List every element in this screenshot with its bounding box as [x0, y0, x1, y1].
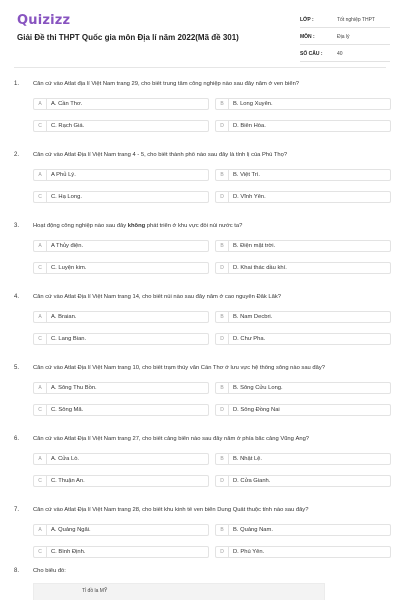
option-text: D. Khai thác dầu khí.: [233, 265, 287, 271]
question-number: 4.: [14, 294, 20, 300]
question-number: 8.: [14, 568, 20, 574]
header-divider: [14, 67, 386, 68]
option-text: D. Sông Đồng Nai: [233, 407, 280, 413]
question-7: [0, 504, 400, 575]
meta-label: LỚP :: [300, 17, 314, 23]
option-letter: B: [216, 525, 229, 535]
question-text: Căn cứ vào Atlat Địa lí Việt Nam trang 28, cho biết khu kinh tế ven biển Dung Quất thuộc tỉnh nào sau đây?: [33, 507, 309, 513]
option-text: C. Rạch Giá.: [51, 123, 85, 129]
question-text: Căn cứ vào Atlat Địa lí Việt Nam trang 14, cho biết núi nào sau đây nằm ở cao nguyên Đắk Lắk?: [33, 294, 281, 300]
option-letter: D: [216, 405, 229, 415]
option-b[interactable]: [215, 169, 391, 181]
option-letter: C: [34, 476, 47, 486]
question-text: Cho biểu đồ:: [33, 568, 66, 574]
option-letter: C: [34, 192, 47, 202]
option-text: B. Nhật Lệ.: [233, 456, 263, 462]
option-text: A. Sông Thu Bồn.: [51, 385, 97, 391]
question-6: [0, 433, 400, 504]
option-text: D. Chư Pha.: [233, 336, 266, 342]
option-letter: B: [216, 454, 229, 464]
option-text: A. Cửa Lò.: [51, 456, 80, 462]
option-text: B. Sông Cửu Long.: [233, 385, 283, 391]
question-3: [0, 220, 400, 291]
option-letter: A: [34, 525, 47, 535]
option-b[interactable]: [215, 98, 391, 110]
option-text: C. Luyện kim.: [51, 265, 87, 271]
option-text: D. Phú Yên.: [233, 549, 265, 555]
option-letter: B: [216, 312, 229, 322]
question-text-part: phát triển ở khu vực đồi núi nước ta?: [145, 223, 243, 229]
option-letter: D: [216, 334, 229, 344]
option-letter: A: [34, 170, 47, 180]
meta-value: Địa lý: [337, 34, 350, 40]
option-text: B. Việt Trì.: [233, 172, 260, 178]
option-letter: A: [34, 312, 47, 322]
question-number: 2.: [14, 152, 20, 158]
option-d[interactable]: [215, 191, 391, 203]
option-text: B. Điện mặt trời.: [233, 243, 276, 249]
question-4: [0, 291, 400, 362]
option-a[interactable]: [33, 382, 209, 394]
option-text: C. Sông Mã.: [51, 407, 84, 413]
option-letter: C: [34, 405, 47, 415]
quizizz-logo: Quizizz: [17, 13, 71, 28]
option-c[interactable]: [33, 404, 209, 416]
chart-caption: Tỉ đồ la MỸ: [82, 588, 108, 594]
option-letter: B: [216, 241, 229, 251]
worksheet-meta: [300, 11, 390, 62]
question-number: 7.: [14, 507, 20, 513]
option-d[interactable]: [215, 475, 391, 487]
question-text: Căn cứ vào Atlat Địa lí Việt Nam trang 4 - 5, cho biết thành phố nào sau đây là tỉnh lị của Phú Thọ?: [33, 152, 288, 158]
option-text: A Phủ Lý.: [51, 172, 76, 178]
option-letter: D: [216, 476, 229, 486]
option-text: A. Braian.: [51, 314, 77, 320]
option-text: C. Bình Định.: [51, 549, 86, 555]
option-c[interactable]: [33, 120, 209, 132]
option-letter: D: [216, 547, 229, 557]
option-letter: C: [34, 263, 47, 273]
option-letter: C: [34, 547, 47, 557]
question-text: Căn cứ vào Atlat địa lí Việt Nam trang 29, cho biết trung tâm công nghiệp nào sau đây nằm ở ven biển?: [33, 81, 300, 87]
option-c[interactable]: [33, 475, 209, 487]
question-text-emphasis: không: [127, 223, 146, 229]
option-c[interactable]: [33, 546, 209, 558]
meta-row-subject: [300, 28, 390, 45]
option-letter: B: [216, 170, 229, 180]
question-text-part: Hoạt động công nghiệp nào sau đây: [33, 223, 128, 229]
question-text: Căn cứ vào Atlat Địa lí Việt Nam trang 27, cho biết cảng biển nào sau đây nằm ở phía bắc cảng Vũng Áng?: [33, 436, 310, 442]
option-letter: D: [216, 192, 229, 202]
option-b[interactable]: [215, 453, 391, 465]
option-text: D. Biên Hòa.: [233, 123, 266, 129]
option-a[interactable]: [33, 98, 209, 110]
option-d[interactable]: [215, 333, 391, 345]
question-number: 6.: [14, 436, 20, 442]
option-b[interactable]: [215, 382, 391, 394]
option-text: B. Quảng Nam.: [233, 527, 273, 533]
option-text: A. Quảng Ngãi.: [51, 527, 91, 533]
question-list: [0, 78, 400, 575]
meta-label: SỐ CÂU :: [300, 51, 323, 57]
option-a[interactable]: [33, 524, 209, 536]
worksheet-header: [0, 0, 400, 68]
option-text: D. Cửa Gianh.: [233, 478, 271, 484]
option-a[interactable]: [33, 169, 209, 181]
option-letter: D: [216, 263, 229, 273]
option-text: D. Vĩnh Yên.: [233, 194, 266, 200]
meta-row-count: [300, 45, 390, 62]
option-c[interactable]: [33, 262, 209, 274]
option-b[interactable]: [215, 524, 391, 536]
option-letter: A: [34, 454, 47, 464]
option-text: B. Nam Decbri.: [233, 314, 273, 320]
option-b[interactable]: [215, 311, 391, 323]
option-text: C. Thuận An.: [51, 478, 85, 484]
option-c[interactable]: [33, 333, 209, 345]
option-a[interactable]: [33, 453, 209, 465]
question-1: [0, 78, 400, 149]
question-text: [33, 223, 388, 229]
question-text: Căn cứ vào Atlat Địa lí Việt Nam trang 10, cho biết trạm thủy văn Cần Thơ ở lưu vực hệ thống sông nào sau đây?: [33, 365, 325, 371]
option-c[interactable]: [33, 191, 209, 203]
option-letter: A: [34, 241, 47, 251]
option-letter: B: [216, 383, 229, 393]
question-number: 3.: [14, 223, 20, 229]
question-number: 5.: [14, 365, 20, 371]
option-a[interactable]: [33, 311, 209, 323]
meta-label: MÔN :: [300, 34, 315, 40]
worksheet-title: Giải Đề thi THPT Quốc gia môn Địa lí năm 2022(Mã đề 301): [17, 33, 239, 42]
question-2: [0, 149, 400, 220]
meta-value: 40: [337, 51, 343, 57]
option-text: A. Cần Thơ.: [51, 101, 83, 107]
option-letter: C: [34, 121, 47, 131]
option-text: C. Hạ Long.: [51, 194, 82, 200]
option-d[interactable]: [215, 404, 391, 416]
option-letter: B: [216, 99, 229, 109]
option-letter: C: [34, 334, 47, 344]
option-letter: D: [216, 121, 229, 131]
meta-value: Tốt nghiệp THPT: [337, 17, 375, 23]
option-d[interactable]: [215, 546, 391, 558]
option-text: C. Lang Bian.: [51, 336, 87, 342]
option-b[interactable]: [215, 240, 391, 252]
option-d[interactable]: [215, 262, 391, 274]
question-number: 1.: [14, 81, 20, 87]
option-letter: A: [34, 99, 47, 109]
chart-image: [33, 583, 325, 600]
option-letter: A: [34, 383, 47, 393]
option-text: B. Long Xuyên.: [233, 101, 273, 107]
question-5: [0, 362, 400, 433]
meta-row-class: [300, 11, 390, 28]
option-d[interactable]: [215, 120, 391, 132]
option-a[interactable]: [33, 240, 209, 252]
option-text: A Thủy điện.: [51, 243, 84, 249]
